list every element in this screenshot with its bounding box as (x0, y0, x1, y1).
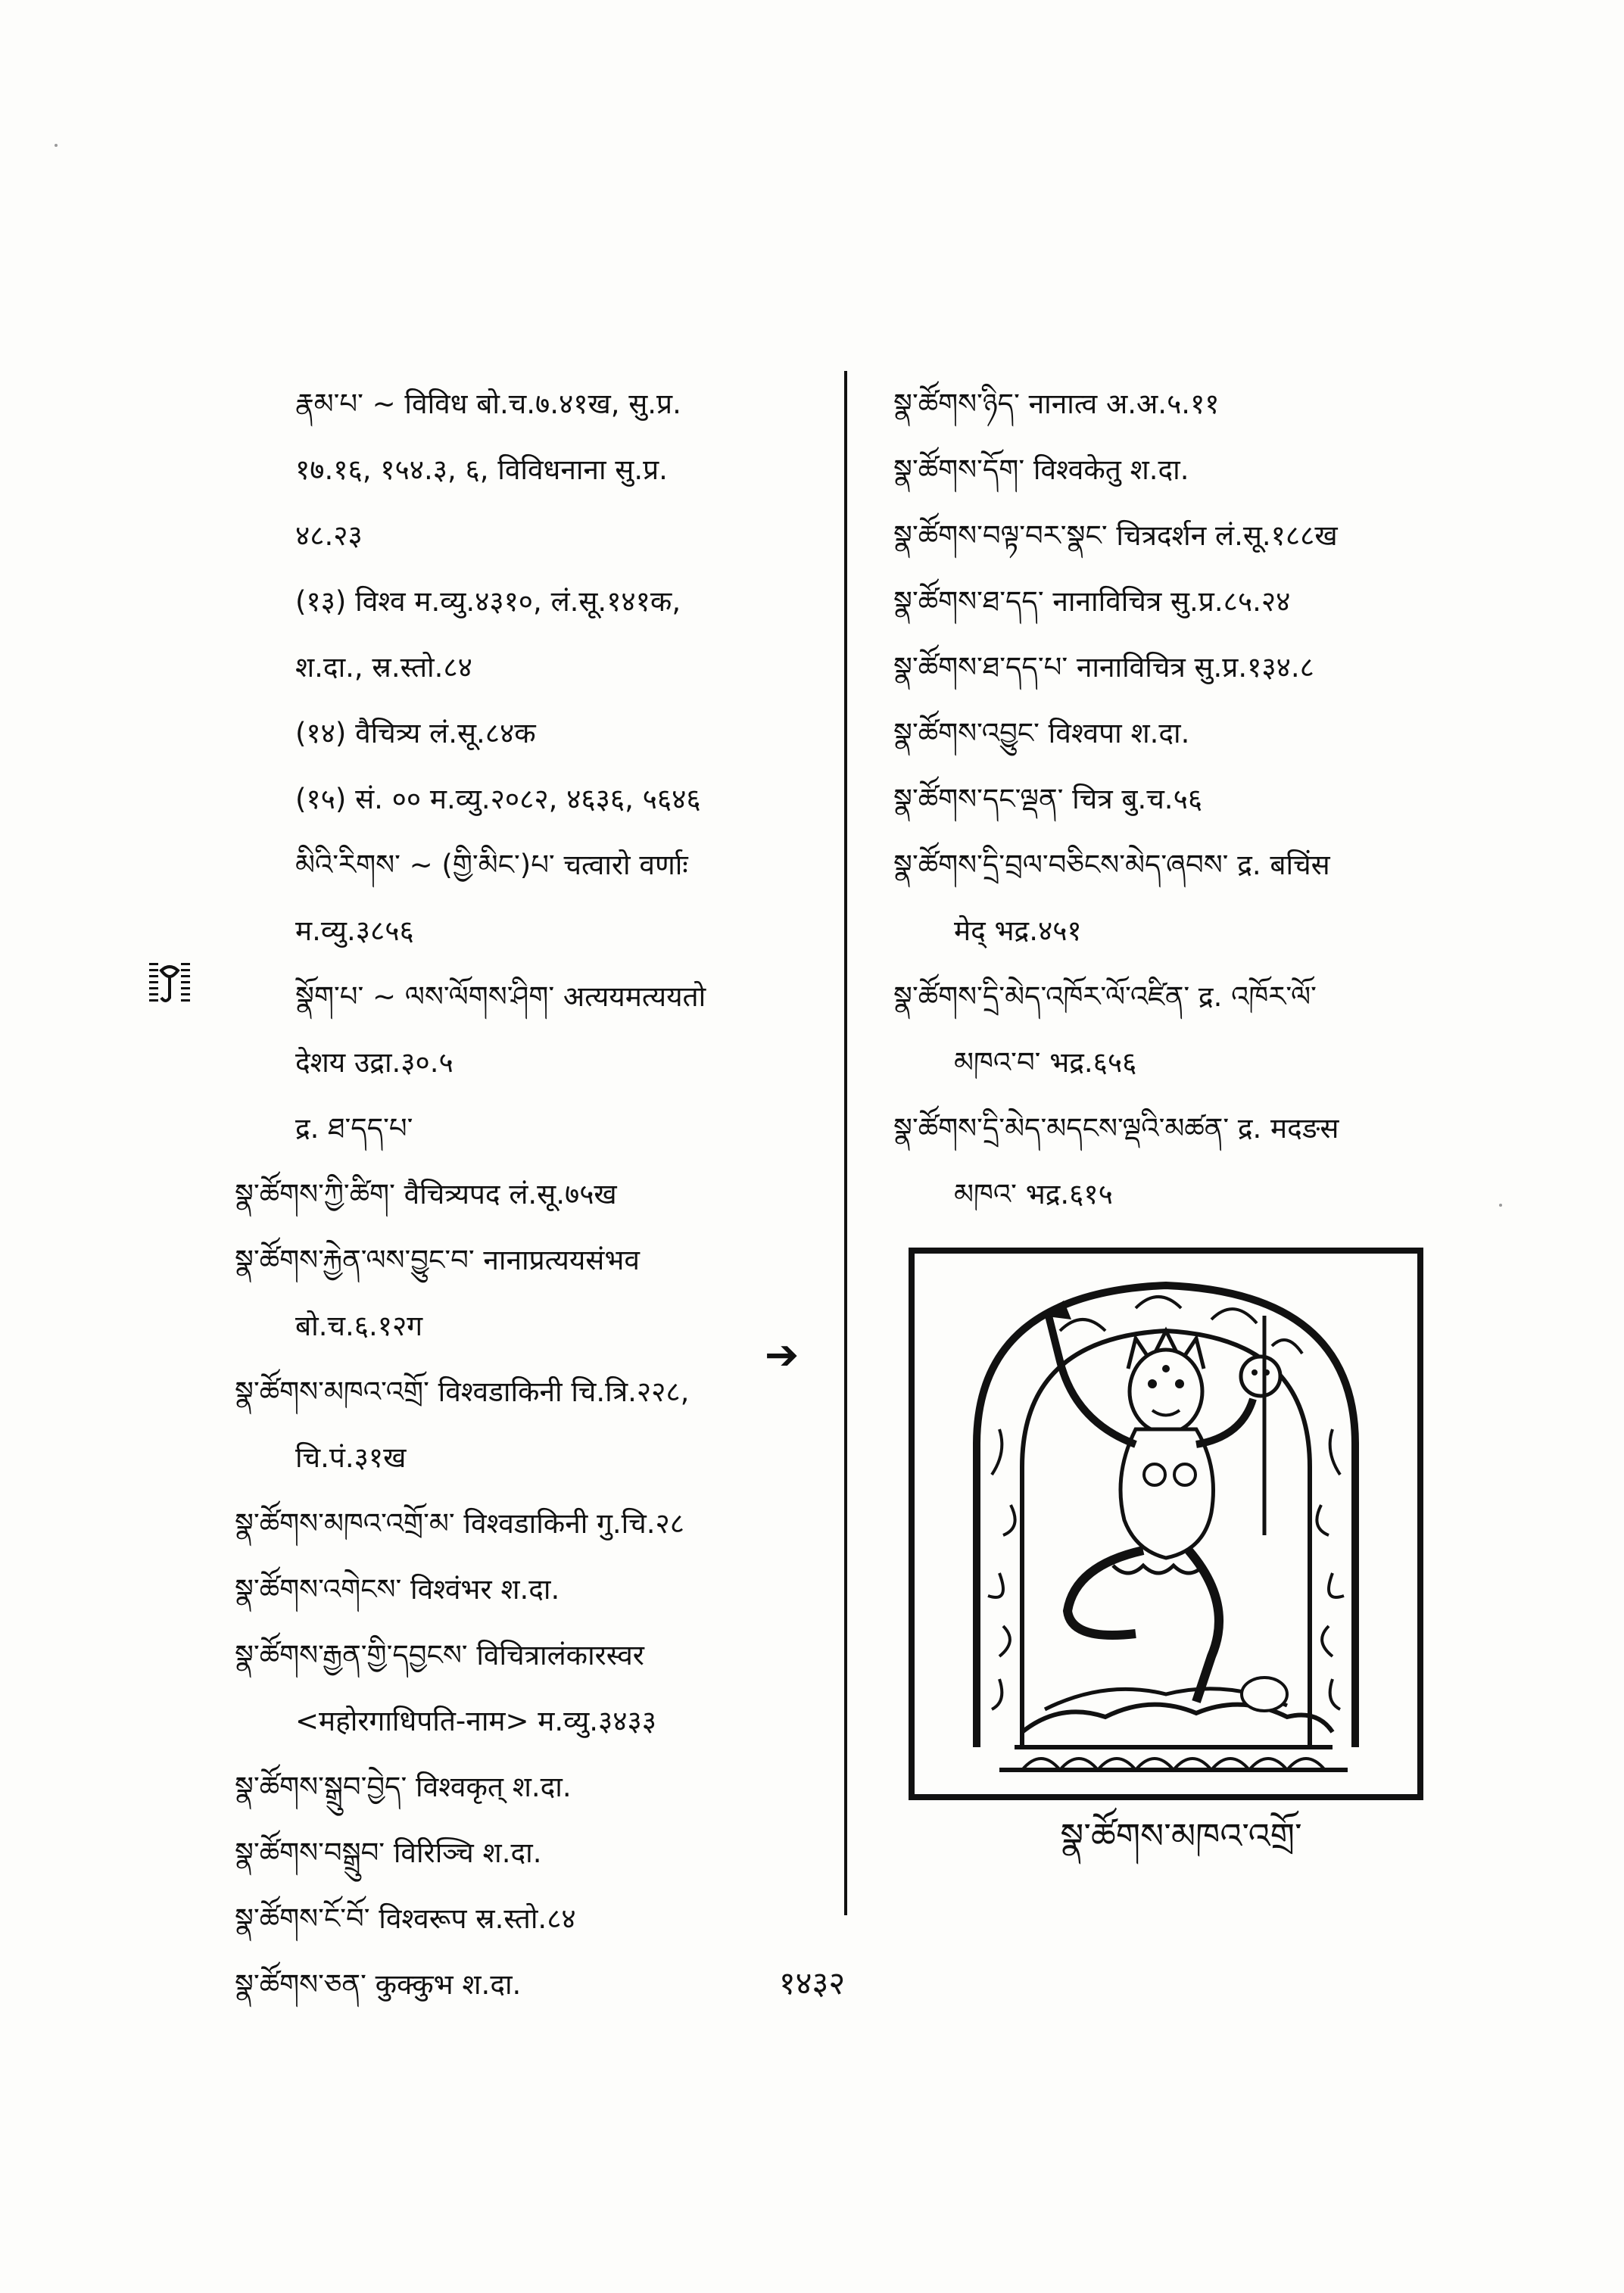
dictionary-line: སྣ་ཚོགས་ཐ་དད་པ་ नानाविचित्र सु.प्र.१३४.८ (893, 651, 1314, 684)
deity-illustration-icon (909, 1248, 1423, 1800)
scan-speck (1499, 1204, 1502, 1207)
dictionary-line: ४८.२३ (295, 519, 363, 552)
dictionary-line: མཁའ་ भद्र.६१५ (954, 1178, 1113, 1210)
dictionary-line: སྣ་ཚོགས་དོག་ विश्वकेतु श.दा. (893, 453, 1189, 486)
right-column (893, 371, 1469, 1227)
dictionary-line: སྣོག་པ་ ~ ལས་ལོགས་ཤིག་ अत्ययमत्ययतो (295, 980, 706, 1013)
dictionary-line: སྣ་ཚོགས་ཉིད་ नानात्व अ.अ.५.११ (893, 388, 1220, 420)
dictionary-line: श.दा., स्र.स्तो.८४ (295, 651, 472, 684)
dictionary-line: སྣ་ཚོགས་མཁའ་འགྲོ་མ་ विश्वडाकिनी गु.चि.२८ (235, 1507, 684, 1540)
dictionary-line: སྣ་ཚོགས་དང་ལྡན་ चित्र बु.च.५६ (893, 783, 1203, 815)
dictionary-line: སྣ་ཚོགས་དྲི་མེད་འཁོར་ལོ་འཛིན་ द्र. འཁོར་ལོ་ (893, 980, 1317, 1013)
page-number: १४३२ (778, 1964, 846, 2002)
dictionary-line: म.व्यु.३८५६ (295, 914, 414, 947)
dictionary-line: སྣ་ཚོགས་འགེངས་ विश्वंभर श.दा. (235, 1573, 560, 1606)
dictionary-line: (१४) वैचित्र्य लं.सू.८४क (295, 717, 536, 749)
dictionary-line: (१३) विश्व म.व्यु.४३१०, लं.सू.१४१क, (295, 585, 681, 618)
dictionary-line: སྣ་ཚོགས་དྲི་བྲལ་བཅིངས་མེད་ཞབས་ द्र. बचिंस (893, 849, 1330, 881)
dictionary-line: སྣ་ཚོགས་བལྟ་བར་སྣང་ चित्रदर्शन लं.सू.१८८ख (893, 519, 1338, 552)
column-divider (844, 371, 847, 1915)
dictionary-line: སྣ་ཚོགས་ཅན་ कुक्कुभ श.दा. (235, 1968, 522, 2001)
dictionary-line: སྣ་ཚོགས་དྲི་མེད་མདངས་ལྡའི་མཚན་ द्र. मदङस (893, 1112, 1339, 1145)
dictionary-line: སྣ་ཚོགས་མཁའ་འགྲོ་ विश्वडाकिनी चि.त्रि.२२८, (235, 1375, 690, 1408)
dictionary-line: द्र. ཐ་དད་པ་ (295, 1112, 413, 1145)
dictionary-line: १७.१६, १५४.३, ६, विविधनाना सु.प्र. (295, 453, 668, 486)
dictionary-line: སྣ་ཚོགས་སྒྲུབ་བྱེད་ विश्वकृत् श.दा. (235, 1771, 572, 1803)
dictionary-line: देशय उद्रा.३०.५ (295, 1046, 454, 1079)
dictionary-line: རྣམ་པ་ ~ विविध बो.च.७.४१ख, सु.प्र. (295, 388, 681, 420)
dictionary-line: मेद् भद्र.४५१ (954, 914, 1082, 947)
dictionary-line: चि.पं.३१ख (295, 1441, 407, 1474)
left-column (235, 371, 833, 2017)
tibetan-margin-mark-icon (148, 960, 192, 1010)
dictionary-line: बो.च.६.१२ग (295, 1310, 423, 1342)
figure-caption: སྣ་ཚོགས་མཁའ་འགྲོ་ (1060, 1815, 1302, 1856)
dictionary-line: མིའི་རིགས་ ~ (གྱི་མིང་)པ་ चत्वारो वर्णाः (295, 849, 688, 881)
dictionary-line: སྣ་ཚོགས་ཀྱི་ཚིག་ वैचित्र्यपद लं.सू.७५ख (235, 1178, 617, 1210)
dictionary-line: སྣ་ཚོགས་རྒྱན་གྱི་དབྱངས་ विचित्रालंकारस्वर (235, 1639, 644, 1671)
dictionary-line: <महोरगाधिपति-नाम> म.व्यु.३४३३ (295, 1705, 657, 1737)
dictionary-line: སྣ་ཚོགས་རྐྱེན་ལས་བྱུང་བ་ नानाप्रत्ययसंभव (235, 1244, 640, 1276)
scan-speck (55, 144, 58, 147)
dictionary-line: མཁའ་བ་ भद्र.६५६ (954, 1046, 1137, 1079)
dictionary-line: སྣ་ཚོགས་བསྒྲུབ་ विरिञ्चि श.दा. (235, 1837, 542, 1869)
dictionary-line: (१५) सं. ०० म.व्यु.२०८२, ४६३६, ५६४६ (295, 783, 701, 815)
dictionary-line: སྣ་ཚོགས་ཐ་དད་ नानाविचित्र सु.प्र.८५.२४ (893, 585, 1291, 618)
dictionary-line: སྣ་ཚོགས་ངོ་བོ་ विश्वरूप स्र.स्तो.८४ (235, 1902, 576, 1935)
arrow-icon: ➔ (765, 1331, 800, 1379)
dictionary-line: སྣ་ཚོགས་འབྱུང་ विश्वपा श.दा. (893, 717, 1190, 749)
